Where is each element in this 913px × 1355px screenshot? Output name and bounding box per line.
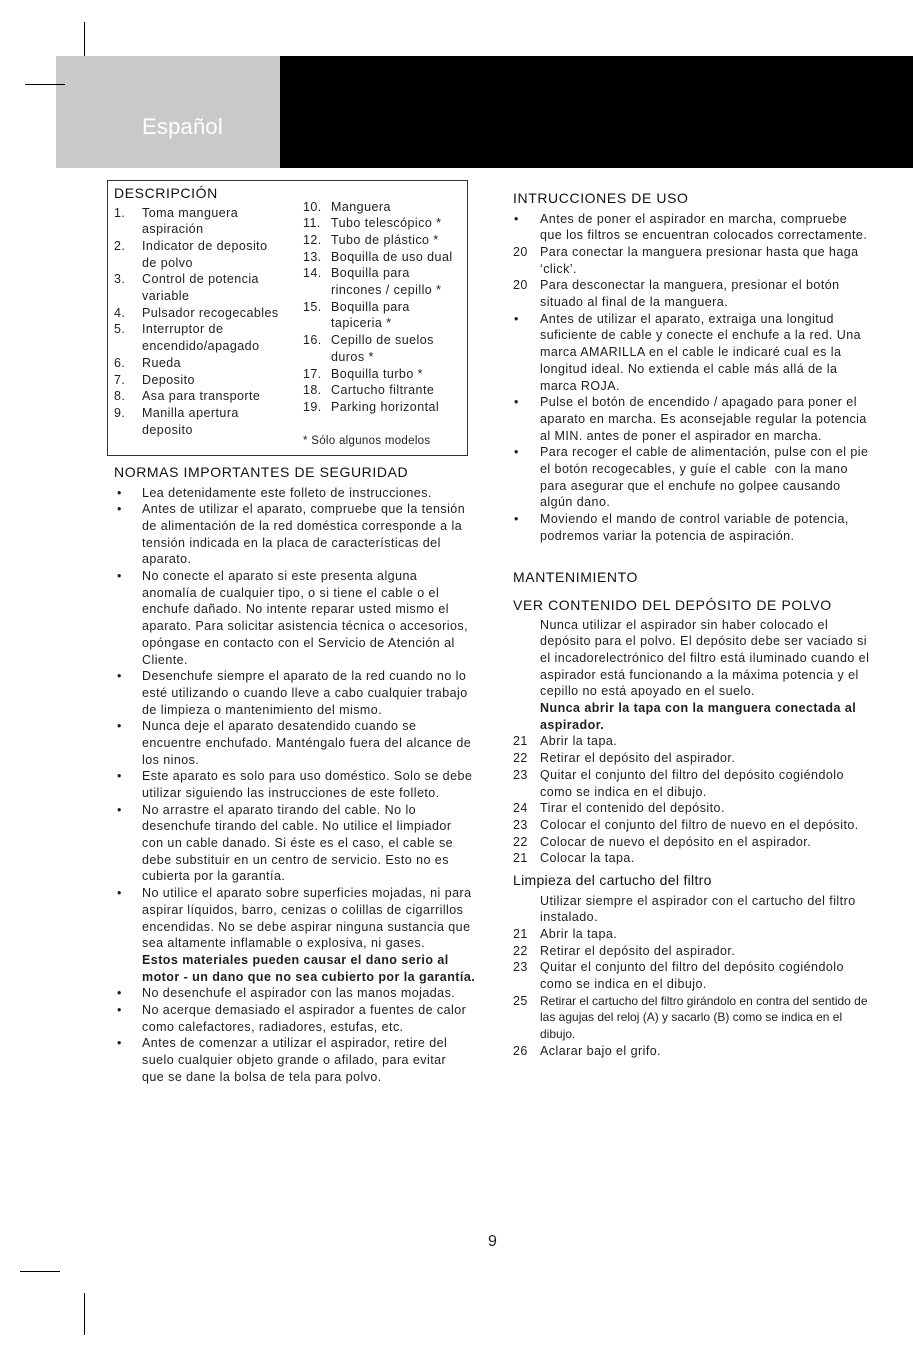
list-item [513,834,869,851]
item-text [142,501,475,568]
item-text-line: Desenchufe siempre el aparato de la red cuando no lo [142,669,467,684]
item-number: 23 [513,960,528,975]
item-text-line: como se indica en el dibujo. [540,977,707,992]
item-number: 15. [303,299,322,314]
safety-list [116,485,475,1086]
list-item [114,405,279,438]
item-text-line: Boquilla para [331,299,410,314]
item-text-line: Utilizar siempre el aspirador con el cartucho del filtro [540,893,856,908]
crop-mark-bottom-vertical [84,1293,85,1335]
item-number: 9. [114,405,126,420]
item-text-line: Este aparato es solo para uso doméstico. Solo se debe [142,769,473,784]
list-item [303,199,453,216]
item-text-line: podremos variar la potencia de aspiración. [540,528,795,543]
bullet: • [117,569,122,584]
item-text-line: Lea detenidamente este folleto de instrucciones. [142,485,432,500]
item-text [540,959,868,992]
bullet: • [514,211,519,226]
item-text [331,299,453,332]
item-text-line: Nunca utilizar el aspirador sin haber colocado el [540,617,829,632]
bullet: • [514,445,519,460]
bullet: • [117,502,122,517]
list-item [513,277,868,310]
list-item [114,355,279,372]
item-text-line: ‘click’. [540,261,577,276]
item-number: 14. [303,266,322,281]
item-text [540,767,869,800]
bullet: • [117,1036,122,1051]
item-text-line: suficiente de cable y conecte el enchufe a la red. Una [540,328,862,343]
item-number: 12. [303,233,322,248]
list-item [513,244,868,277]
item-text-line: Cliente. [142,652,188,667]
item-text-line: Colocar de nuevo el depósito en el aspirador. [540,834,812,849]
description-title: DESCRIPCIÓN [114,185,218,201]
item-text [540,750,869,767]
item-text [540,993,868,1043]
list-item [303,299,453,332]
item-text-line: tensión indicada en la placa de características del [142,535,441,550]
list-item [116,1002,475,1035]
item-text-line: duros * [331,349,374,364]
bullet: • [117,1002,122,1017]
item-number: 21 [513,734,528,749]
item-text-line: utilizar siguiendo las instrucciones de este folleto. [142,786,440,801]
item-text-line: Parking horizontal [331,399,440,414]
item-text [540,277,868,310]
item-text-line: las agujas del reloj (A) y sacarlo (B) como se indica en el [540,1010,843,1025]
item-text-line: suelo cualquier objeto grande o afilado, para evitar [142,1053,447,1068]
item-text-line: Quitar el conjunto del filtro del depósito cogiéndolo [540,767,844,782]
item-text-line: de polvo [142,255,193,270]
item-text-line: deposito [142,422,193,437]
item-number: 1. [114,205,126,220]
item-number: 25 [513,993,528,1008]
item-text [142,802,475,885]
item-text-line: enchufe dañado. No intente reparar usted mismo el [142,602,449,617]
item-number: 26 [513,1043,528,1058]
list-item [303,332,453,365]
item-text-line: Retirar el cartucho del filtro girándolo en contra del sentido de [540,993,868,1008]
item-text-line: encendidas. No se debe aspirar ninguna sustancia que [142,919,471,934]
item-text [142,305,279,322]
list-item [513,394,868,444]
item-text-line: cepillo no está apoyado en el suelo. [540,684,755,699]
dust-container-list [513,617,869,867]
item-text-line: aspiración [142,222,204,237]
item-text-line: Para recoger el cable de alimentación, pulse con el pie [540,445,869,460]
item-text [540,800,869,817]
item-text [142,405,279,438]
item-text-line: que se dane la bolsa de tela para polvo. [142,1069,382,1084]
item-text [142,485,475,502]
item-text [331,382,453,399]
item-text-line: el incadorelectrónico del filtro está iluminado cuando el [540,651,870,666]
language-label: Español [142,114,223,139]
item-number: 3. [114,272,126,287]
list-item [114,238,279,271]
list-item [116,501,475,568]
item-text-line: longitud ideal. No extienda el cable más allá de la [540,361,838,376]
list-item [114,305,279,322]
item-text [331,215,453,232]
item-text-line: Antes de utilizar el aparato, compruebe que la tensión [142,502,466,517]
item-text-line: Indicator de deposito [142,239,268,254]
item-text [331,332,453,365]
emphasis-text-line: Nunca abrir la tapa con la manguera conectada al [540,701,857,716]
item-text [142,355,279,372]
item-text-line: encuentre enchufado. Manténgalo fuera del alcance de [142,735,472,750]
list-item [513,767,869,800]
item-text [540,444,868,511]
item-text-line: situado al final de la manguera. [540,295,729,310]
item-text-line: marca ROJA. [540,378,620,393]
item-text [142,321,279,354]
bullet: • [117,986,122,1001]
list-item [513,1043,868,1060]
item-text-line: Nunca deje el aparato desatendido cuando se [142,719,417,734]
list-item [513,993,868,1043]
item-text [540,394,868,444]
item-text [540,817,869,834]
instructions-list [513,211,868,545]
item-number: 22 [513,834,528,849]
item-number: 19. [303,399,322,414]
item-text [142,768,475,801]
page-number: 9 [488,1233,497,1250]
instructions-title: INTRUCCIONES DE USO [513,190,689,206]
list-item [114,271,279,304]
item-text [331,265,453,298]
item-text-line: Moviendo el mando de control variable de potencia, [540,512,849,527]
models-note: * Sólo algunos modelos [303,435,431,447]
crop-mark-bottom-horizontal [20,1271,60,1272]
item-text-line: Interruptor de [142,322,224,337]
item-text-line: Toma manguera [142,205,239,220]
item-text-line: aparato. Para solicitar asistencia técnica o accesorios, [142,619,469,634]
item-text [331,366,453,383]
item-text-line: Tubo telescópico * [331,216,442,231]
list-item [303,399,453,416]
item-text-line: Rueda [142,355,182,370]
item-text-line: de limpieza o mantenimiento del mismo. [142,702,383,717]
item-text [540,511,868,544]
item-text-line: Retirar el depósito del aspirador. [540,943,736,958]
list-item [116,668,475,718]
item-text-line: Boquilla de uso dual [331,249,453,264]
item-text [142,885,475,985]
crop-mark-top-horizontal [25,84,65,85]
item-number: 24 [513,801,528,816]
list-item [303,249,453,266]
emphasis-text-line: motor - un dano que no sea cubierto por la garantía. [142,969,476,984]
filter-cleaning-list [513,893,868,1060]
item-text-line: Boquilla para [331,266,410,281]
item-text [142,238,279,271]
item-text-line: No acerque demasiado el aspirador a fuentes de calor [142,1002,467,1017]
item-text-line: Para desconectar la manguera, presionar el botón [540,278,840,293]
item-text-line: para asegurar que el enchufe no golpee causando [540,478,841,493]
header-band-gray [56,56,280,168]
list-item [513,311,868,394]
bullet: • [117,719,122,734]
item-text [142,205,279,238]
item-text [540,244,868,277]
item-number: 22 [513,751,528,766]
dust-container-title: VER CONTENIDO DEL DEPÓSITO DE POLVO [513,597,832,613]
item-text [142,372,279,389]
item-number: 5. [114,322,126,337]
item-text-line: Abrir la tapa. [540,734,618,749]
item-text [142,668,475,718]
bullet: • [514,311,519,326]
item-text-line: variable [142,289,190,304]
item-text [142,1002,475,1035]
list-item [303,265,453,298]
item-text-line: Deposito [142,372,195,387]
list-item [303,215,453,232]
item-text [331,232,453,249]
item-text-line: Tubo de plástico * [331,233,439,248]
item-text-line: al MIN. antes de poner el aspirador en marcha. [540,428,822,443]
list-item [513,943,868,960]
list-item [116,802,475,885]
item-text-line: marca AMARILLA en el cable le indicaré cual es la [540,345,842,360]
item-number: 23 [513,767,528,782]
list-item [513,850,869,867]
bullet: • [117,669,122,684]
item-text [540,617,869,734]
item-text-line: anomalía de cualquier tipo, o si tiene el cable o el [142,585,440,600]
description-list-left [114,205,279,439]
item-number: 10. [303,199,322,214]
list-item [116,768,475,801]
item-text-line: Boquilla turbo * [331,366,423,381]
item-number: 2. [114,239,126,254]
item-text-line: Pulsador recogecables [142,305,279,320]
item-text-line: Tirar el contenido del depósito. [540,801,725,816]
item-text-line: Colocar el conjunto del filtro de nuevo en el depósito. [540,817,859,832]
item-number: 21 [513,927,528,942]
item-text-line: rincones / cepillo * [331,283,442,298]
list-item [303,382,453,399]
list-item [116,718,475,768]
item-text-line: aspirador está funcionando a la máxima potencia y el [540,667,859,682]
item-number: 13. [303,249,322,264]
item-text-line: Aclarar bajo el grifo. [540,1043,662,1058]
item-text-line: como calefactores, radiadores, estufas, etc. [142,1019,404,1034]
item-text-line: el botón recogecables, y guíe el cable con la mano [540,461,848,476]
description-list-right [303,199,453,416]
item-text-line: Para conectar la manguera presionar hasta que haga [540,245,859,260]
list-item [513,817,869,834]
item-text-line: tapiceria * [331,316,392,331]
item-text-line: Retirar el depósito del aspirador. [540,751,736,766]
item-number: 22 [513,943,528,958]
list-item [513,617,869,734]
list-item [513,444,868,511]
item-text-line: Abrir la tapa. [540,927,618,942]
item-text-line: de alimentación de la red doméstica corresponde a la [142,519,463,534]
item-text-line: No arrastre el aparato tirando del cable. No lo [142,802,417,817]
item-text [540,1043,868,1060]
item-text-line: encendido/apagado [142,339,260,354]
item-text-line: los ninos. [142,752,200,767]
item-text-line: Asa para transporte [142,389,261,404]
item-text [331,249,453,266]
item-text-line: instalado. [540,910,599,925]
item-text [142,985,475,1002]
item-text-line: opóngase en contacto con el Servicio de Atención al [142,635,455,650]
list-item [114,205,279,238]
item-number: 20 [513,278,528,293]
item-number: 4. [114,305,126,320]
item-text-line: Colocar la tapa. [540,851,635,866]
bullet: • [117,485,122,500]
item-text-line: sea altamente inflamable o explosiva, ni gases. [142,936,426,951]
list-item [513,733,869,750]
item-text [540,834,869,851]
list-item [116,568,475,668]
item-text [540,733,869,750]
bullet: • [117,802,122,817]
item-text [331,199,453,216]
item-text-line: Control de potencia [142,272,259,287]
maintenance-title: MANTENIMIENTO [513,569,638,585]
list-item [513,800,869,817]
item-text-line: Manilla apertura [142,405,239,420]
item-number: 21 [513,851,528,866]
item-number: 20 [513,245,528,260]
item-text [142,568,475,668]
item-number: 17. [303,366,322,381]
item-text-line: aparato. [142,552,192,567]
item-text-line: cubierta por la garantía. [142,869,286,884]
item-number: 8. [114,389,126,404]
item-text-line: Cepillo de suelos [331,333,434,348]
bullet: • [514,512,519,527]
item-text [540,211,868,244]
list-item [303,232,453,249]
item-text [540,311,868,394]
item-text-line: No desenchufe el aspirador con las manos mojadas. [142,986,456,1001]
list-item [513,750,869,767]
item-text [540,926,868,943]
item-text [540,850,869,867]
item-number: 11. [303,216,321,231]
item-number: 16. [303,333,322,348]
item-text-line: depósito para el polvo. El depósito debe ser vaciado si [540,634,868,649]
list-item [116,985,475,1002]
item-text-line: como se indica en el dibujo. [540,784,707,799]
list-item [513,511,868,544]
item-text-line: No conecte el aparato si este presenta alguna [142,569,418,584]
list-item [116,485,475,502]
safety-title: NORMAS IMPORTANTES DE SEGURIDAD [114,464,409,480]
item-text [142,388,279,405]
item-text-line: con un cable danado. Si éste es el caso, el cable se [142,836,454,851]
item-number: 7. [114,372,126,387]
item-text [142,718,475,768]
filter-cleaning-title: Limpieza del cartucho del filtro [513,872,712,888]
list-item [513,926,868,943]
item-text [142,271,279,304]
item-text-line: que los filtros se encuentran colocados correctamente. [540,228,868,243]
item-text-line: Quitar el conjunto del filtro del depósito cogiéndolo [540,960,844,975]
list-item [513,893,868,926]
item-text [540,893,868,926]
list-item [116,1035,475,1085]
item-text-line: dibujo. [540,1027,576,1042]
item-text [331,399,453,416]
item-text [540,943,868,960]
item-text-line: Cartucho filtrante [331,383,435,398]
item-number: 18. [303,383,322,398]
item-text-line: algún dano. [540,495,611,510]
list-item [513,211,868,244]
list-item [114,372,279,389]
item-text-line: desenchufe tirando del cable. No utilice el limpiador [142,819,452,834]
bullet: • [117,886,122,901]
item-number: 23 [513,817,528,832]
emphasis-text-line: aspirador. [540,717,605,732]
item-text-line: Pulse el botón de encendido / apagado para poner el [540,395,857,410]
item-text [142,1035,475,1085]
list-item [303,366,453,383]
item-text-line: aparato en marcha. Es aconsejable regular la potencia [540,411,867,426]
list-item [116,885,475,985]
item-text-line: Antes de comenzar a utilizar el aspirador, retire del [142,1036,448,1051]
item-text-line: No utilice el aparato sobre superficies mojadas, ni para [142,886,472,901]
item-text-line: Antes de utilizar el aparato, extraiga una longitud [540,311,834,326]
list-item [513,959,868,992]
item-number: 6. [114,355,126,370]
item-text-line: aspirar líquidos, barro, cenizas o colillas de cigarrillos [142,902,464,917]
item-text-line: debe substituir en un centro de servicio. Esto no es [142,852,449,867]
emphasis-text-line: Estos materiales pueden causar el dano serio al [142,952,449,967]
item-text-line: Manguera [331,199,391,214]
bullet: • [514,395,519,410]
list-item [114,321,279,354]
header-band-black [280,56,913,168]
item-text-line: esté utilizando o cuando lleve a cabo cualquier trabajo [142,685,468,700]
bullet: • [117,769,122,784]
item-text-line: Antes de poner el aspirador en marcha, compruebe [540,211,848,226]
list-item [114,388,279,405]
